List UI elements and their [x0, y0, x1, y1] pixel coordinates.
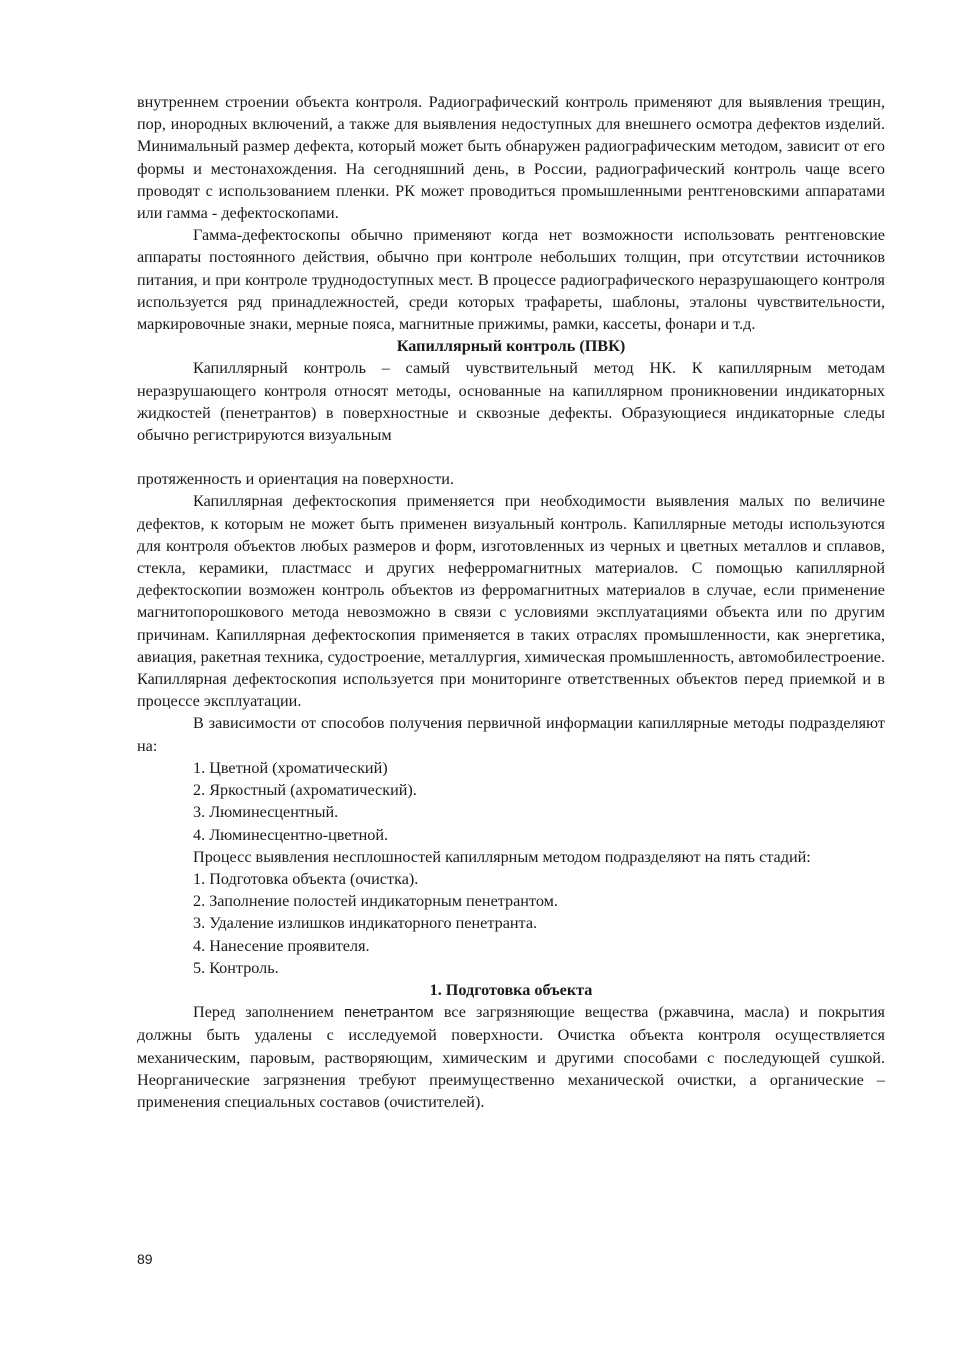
document-page [137, 91, 885, 1113]
list-item: 1. Подготовка объекта (очистка). [193, 869, 419, 888]
page-number: 89 [137, 1251, 153, 1267]
paragraph-radiographic-intro: внутреннем строении объекта контроля. Радиографический контроль применяют для выявления трещин, пор, инородных включений, а также для выявления недоступных для внешнего осмотра дефектов изделий. Минимальный размер дефекта, который может быть обнаружен радиографическим методом, зависит от его формы и местонахождения. На сегодняшний день, в России, радиографический контроль чаще всего проводят с использованием пленки. РК может проводиться промышленными рентгеновскими аппаратами или гамма - дефектоскопами. [137, 93, 885, 223]
list-item: 2. Яркостный (ахроматический). [193, 781, 417, 800]
stages-list [137, 868, 885, 979]
paragraph-preparation-start: Перед заполнением [193, 1003, 344, 1022]
paragraph-gamma-defectoscopes: Гамма-дефектоскопы обычно применяют когда нет возможности использовать рентгеновские аппараты постоянного действия, обычно при контроле небольших толщин, при отсутствии источников питания, и при контроле труднодоступных мест. В процессе радиографического неразрушающего контроля используется ряд принадлежностей, среди которых трафареты, шаблоны, эталоны чувствительности, маркировочные знаки, мерные пояса, магнитные прижимы, рамки, кассеты, фонари и т.д. [137, 226, 885, 334]
list-item: 2. Заполнение полостей индикаторным пенетрантом. [193, 892, 558, 911]
paragraph-stages-intro: Процесс выявления несплошностей капиллярным методом подразделяют на пять стадий: [193, 847, 811, 866]
section-heading-capillary: Капиллярный контроль (ПВК) [396, 337, 626, 356]
list-item: 3. Удаление излишков индикаторного пенетранта. [193, 914, 538, 933]
list-item: 4. Нанесение проявителя. [193, 936, 370, 955]
paragraph-preparation-rest: все загрязняющие вещества (ржавчина, масла) и покрытия должны быть удалены с исследуемой поверхности. Очистка объекта контроля осуществляется механическим, паровым, растворяющим, химическим и другими способами с последующей сушкой. Неорганические загрязнения требуют преимущественно механической очистки, а органические – применения специальных составов (очистителей). [137, 1003, 885, 1111]
paragraph-preparation [137, 1001, 885, 1113]
list-item: 5. Контроль. [193, 958, 279, 977]
section-heading-preparation: 1. Подготовка объекта [429, 980, 593, 999]
page-gap [137, 446, 885, 468]
paragraph-orientation: протяженность и ориентация на поверхности. [137, 470, 454, 489]
list-item: 1. Цветной (хроматический) [193, 758, 388, 777]
paragraph-methods-intro: В зависимости от способов получения первичной информации капиллярные методы подразделяют на: [137, 714, 885, 755]
term-penetrant: пенетрантом [343, 1004, 434, 1022]
paragraph-capillary-application: Капиллярная дефектоскопия применяется при необходимости выявления малых по величине дефектов, к которым не может быть применен визуальный контроль. Капиллярные методы используются для контроля объектов любых размеров и форм, изготовленных из черных и цветных металлов и сплавов, стекла, керамики, пластмасс и других неферромагнитных материалов. С помощью капиллярной дефектоскопии возможен контроль объектов из ферромагнитных материалов в случае, если применение магнитопорошкового метода невозможно в связи с условиями эксплуатациями объекта или по другим причинам. Капиллярная дефектоскопия применяется в таких отраслях промышленности, как энергетика, авиация, ракетная техника, судостроение, металлургия, химическая промышленность, автомобилестроение. Капиллярная дефектоскопия используется при мониторинге ответственных объектов перед приемкой и в процессе эксплуатации. [137, 492, 885, 711]
list-item: 4. Люминесцентно-цветной. [193, 825, 389, 844]
list-item: 3. Люминесцентный. [193, 803, 339, 822]
paragraph-capillary-intro: Капиллярный контроль – самый чувствительный метод НК. К капиллярным методам неразрушающего контроля относят методы, основанные на капиллярном проникновении индикаторных жидкостей (пенетрантов) в поверхностные и сквозные дефекты. Образующиеся индикаторные следы обычно регистрируются визуальным [137, 359, 885, 445]
methods-list [137, 757, 885, 846]
